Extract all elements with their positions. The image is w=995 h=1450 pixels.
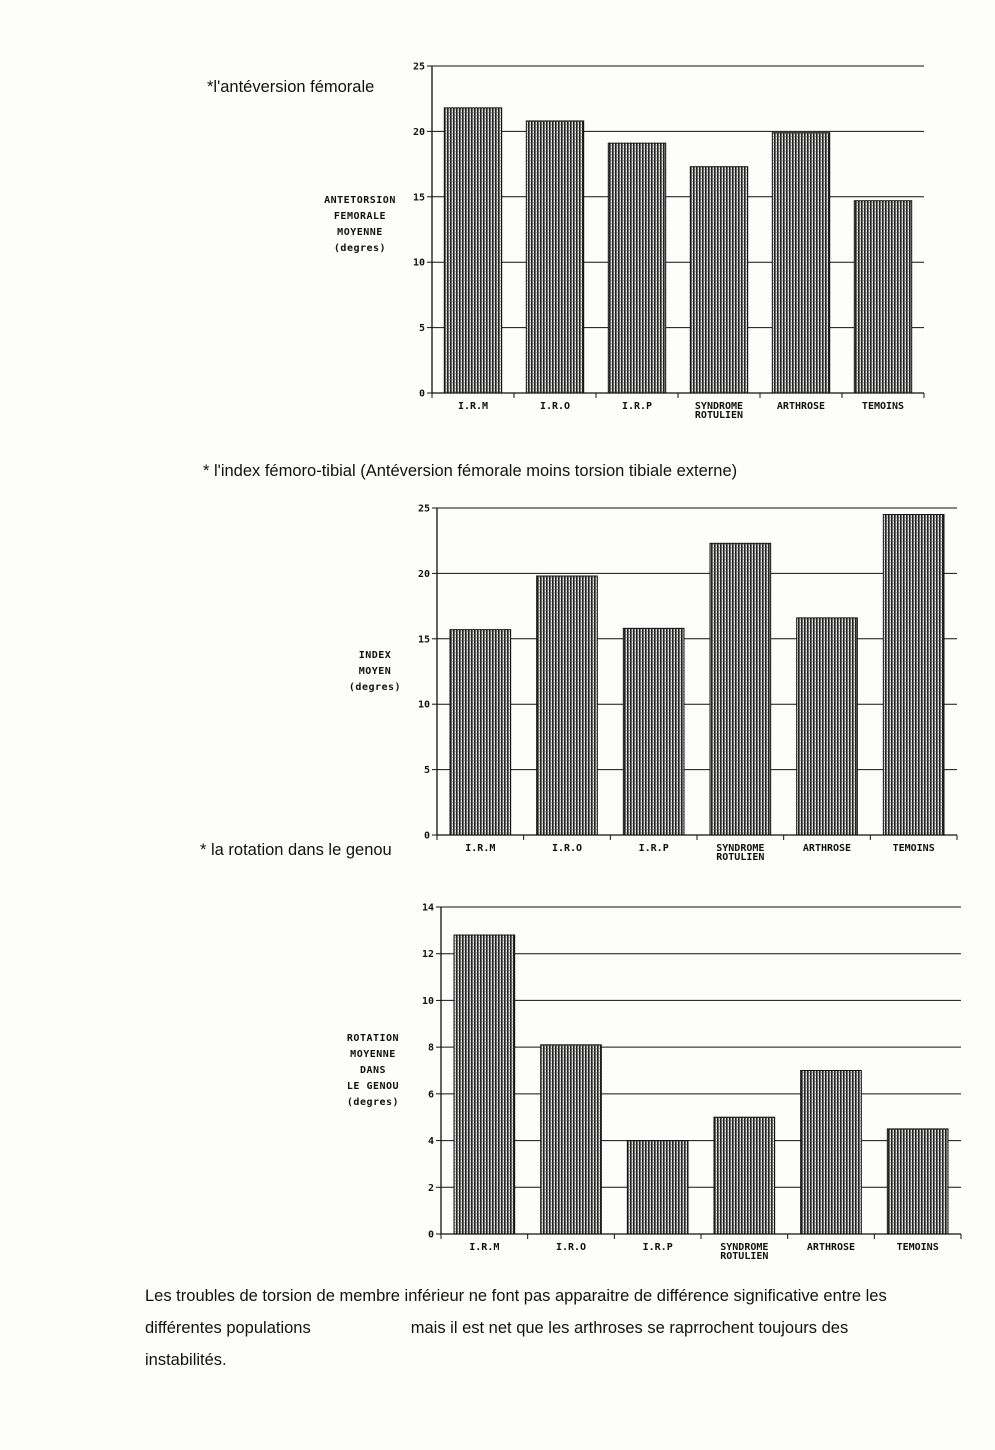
chart1-ylabel-line: ANTETORSION: [324, 195, 396, 206]
y-tick-label: 10: [417, 699, 430, 711]
y-tick-label: 25: [417, 503, 430, 515]
chart3-ylabel-line: (degres): [346, 1097, 400, 1108]
x-tick-label: I.R.P: [642, 1242, 673, 1253]
conclusion-line: Les troubles de torsion de membre inférieur ne font pas apparaitre de différence significative entre les: [145, 1287, 887, 1305]
bar: [801, 1071, 862, 1235]
y-tick-label: 8: [427, 1042, 434, 1054]
chart3-ylabel-line: DANS: [359, 1065, 387, 1076]
y-tick-label: 10: [412, 257, 425, 269]
chart1-ylabel-line: MOYENNE: [337, 227, 383, 238]
bar: [541, 1045, 602, 1234]
x-tick-label: I.R.M: [469, 1242, 500, 1253]
caption-rotation-genou: * la rotation dans le genou: [200, 841, 392, 859]
y-tick-label: 5: [423, 765, 430, 777]
x-tick-label: I.R.O: [551, 843, 583, 854]
conclusion-paragraph: [145, 1280, 979, 1376]
y-tick-label: 20: [412, 126, 425, 138]
x-tick-label: ARTHROSE: [776, 401, 826, 412]
chart2-ylabel-line: (degres): [348, 682, 402, 693]
conclusion-line: [145, 1312, 979, 1344]
bar: [627, 1141, 688, 1234]
y-tick-label: 5: [418, 323, 425, 335]
conclusion-fragment: différentes populations: [145, 1319, 311, 1337]
x-tick-label: ARTHROSE: [806, 1242, 856, 1253]
y-tick-label: 12: [421, 949, 434, 961]
caption-anteversion: *l'antéversion fémorale: [207, 78, 375, 96]
chart2-ylabel-line: INDEX: [358, 650, 392, 661]
x-tick-label: I.R.M: [457, 401, 489, 412]
y-tick-label: 0: [423, 830, 430, 842]
y-tick-label: 4: [427, 1136, 434, 1148]
conclusion-line: instabilités.: [145, 1351, 227, 1369]
chart3-ylabel-line: MOYENNE: [350, 1049, 396, 1060]
chart1-ylabel-line: (degres): [333, 243, 387, 254]
x-tick-label: ROTULIEN: [720, 1251, 769, 1262]
y-tick-label: 2: [427, 1182, 434, 1194]
x-tick-label: SYNDROME: [694, 401, 744, 412]
chart3-ylabel-line: ROTATION: [346, 1033, 400, 1044]
chart2-ylabel-line: MOYEN: [358, 666, 392, 677]
x-tick-label: SYNDROME: [720, 1242, 769, 1253]
x-tick-label: SYNDROME: [716, 843, 765, 854]
y-tick-label: 20: [417, 568, 430, 580]
x-tick-label: I.R.P: [621, 401, 653, 412]
y-tick-label: 14: [421, 902, 434, 914]
chart1-ylabel-line: FEMORALE: [333, 211, 387, 222]
x-tick-label: TEMOINS: [896, 1242, 939, 1253]
x-tick-label: TEMOINS: [892, 843, 935, 854]
x-tick-label: I.R.M: [465, 843, 496, 854]
y-tick-label: 10: [421, 995, 434, 1007]
bar: [887, 1129, 948, 1234]
y-tick-label: 15: [417, 634, 430, 646]
x-tick-label: ARTHROSE: [802, 843, 852, 854]
x-tick-label: I.R.O: [539, 401, 571, 412]
bar: [714, 1117, 775, 1234]
y-tick-label: 0: [418, 388, 425, 400]
bar: [454, 935, 515, 1234]
caption-index-femoro-tibial: * l'index fémoro-tibial (Antéversion fémorale moins torsion tibiale externe): [203, 462, 738, 480]
y-tick-label: 0: [427, 1229, 434, 1241]
x-tick-label: TEMOINS: [861, 401, 905, 412]
x-tick-label: ROTULIEN: [694, 410, 744, 421]
x-tick-label: I.R.O: [555, 1242, 587, 1253]
conclusion-fragment: mais il est net que les arthroses se raprrochent toujours des: [410, 1319, 849, 1337]
x-tick-label: I.R.P: [638, 843, 669, 854]
x-tick-label: ROTULIEN: [716, 852, 765, 863]
chart3-ylabel-line: LE GENOU: [346, 1081, 400, 1092]
y-tick-label: 6: [427, 1089, 434, 1101]
y-tick-label: 15: [412, 192, 425, 204]
y-tick-label: 25: [412, 61, 425, 73]
